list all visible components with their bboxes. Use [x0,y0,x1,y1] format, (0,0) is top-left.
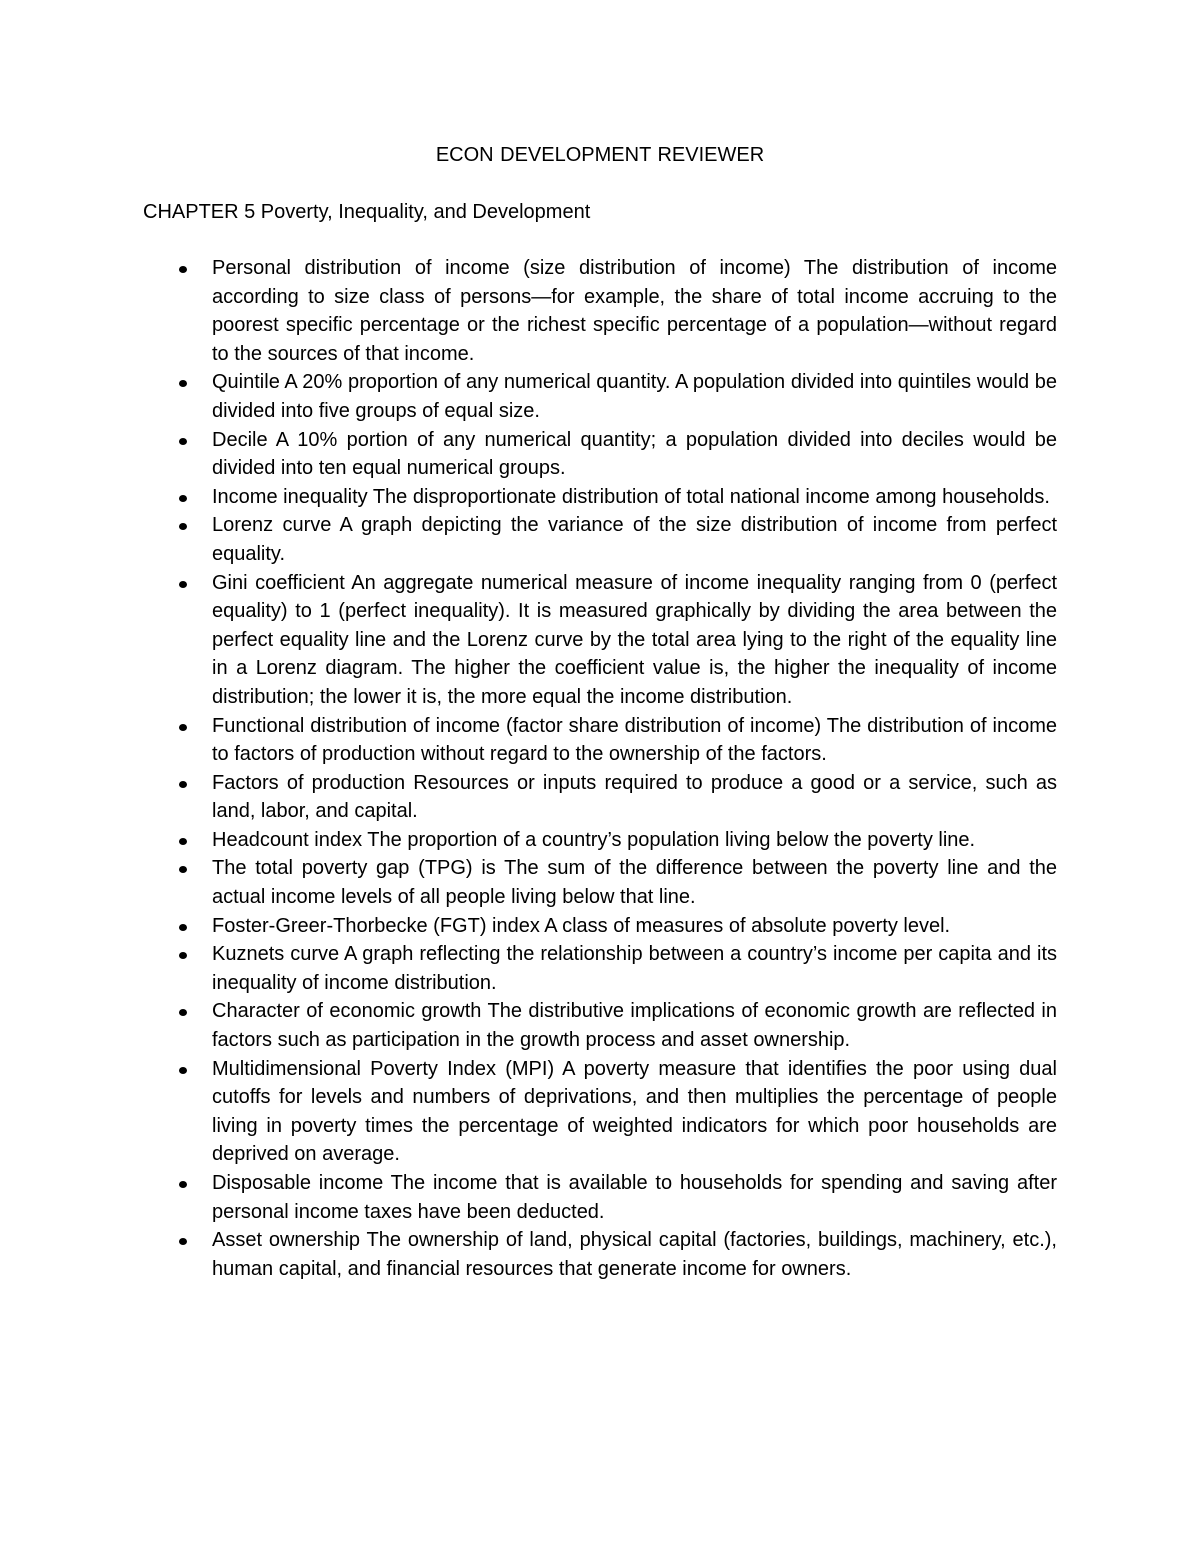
bullet-icon [179,924,187,931]
list-item [212,254,1057,368]
bullet-icon [179,266,187,273]
bullet-icon [179,1009,187,1016]
list-item-text: The total poverty gap (TPG) is The sum of the difference between the poverty line and the actual income levels of all people living below that line. [212,857,1057,909]
bullet-icon [179,1238,187,1245]
list-item [212,511,1057,568]
list-item [212,940,1057,997]
list-item-text: Decile A 10% portion of any numerical quantity; a population divided into deciles would be divided into ten equal numerical groups. [212,428,1057,480]
definition-list [212,254,1057,1283]
document-title: ECON DEVELOPMENT REVIEWER [435,144,765,166]
list-item [212,368,1057,425]
chapter-heading: CHAPTER 5 Poverty, Inequality, and Development [143,201,591,223]
list-item-text: Headcount index The proportion of a country’s population living below the poverty line. [212,828,976,851]
list-item-text: Personal distribution of income (size distribution of income) The distribution of income according to size class of persons—for example, the share of total income accruing to the poorest specific percentage or the richest specific percentage of a population—without regard to the sources of that income. [212,257,1057,365]
bullet-icon [179,866,187,873]
bullet-icon [179,838,187,845]
list-item [212,569,1057,712]
list-item [212,426,1057,483]
bullet-icon [179,581,187,588]
list-item-text: Character of economic growth The distributive implications of economic growth are reflected in factors such as participation in the growth process and asset ownership. [212,1000,1057,1052]
bullet-icon [179,495,187,502]
bullet-icon [179,952,187,959]
list-item-text: Factors of production Resources or inputs required to produce a good or a service, such as land, labor, and capital. [212,771,1057,823]
list-item [212,912,1057,941]
bullet-icon [179,724,187,731]
bullet-icon [179,438,187,445]
list-item [212,854,1057,911]
list-item [212,483,1057,512]
list-item [212,712,1057,769]
list-item [212,826,1057,855]
bullet-icon [179,523,187,530]
list-item-text: Kuznets curve A graph reflecting the relationship between a country’s income per capita and its inequality of income distribution. [212,943,1057,994]
list-item-text: Foster-Greer-Thorbecke (FGT) index A class of measures of absolute poverty level. [212,914,951,937]
list-item [212,1226,1057,1283]
list-item-text: Asset ownership The ownership of land, physical capital (factories, buildings, machinery, etc.), human capital, and financial resources that generate income for owners. [212,1229,1057,1280]
list-item-text: Lorenz curve A graph depicting the variance of the size distribution of income from perfect equality. [212,514,1057,565]
list-item-text: Gini coefficient An aggregate numerical measure of income inequality ranging from 0 (perfect equality) to 1 (perfect inequality). It is measured graphically by dividing the area between the perfect equality line and the Lorenz curve by the total area lying to the right of the equality line in a Lorenz diagram. The higher the coefficient value is, the higher the inequality of income distribution; the lower it is, the more equal the income distribution. [212,571,1057,708]
list-item [212,1055,1057,1169]
bullet-icon [179,380,187,387]
bullet-icon [179,1067,187,1074]
list-item [212,997,1057,1054]
bullet-icon [179,1181,187,1188]
list-item-text: Functional distribution of income (factor share distribution of income) The distribution of income to factors of production without regard to the ownership of the factors. [212,714,1057,766]
list-item-text: Quintile A 20% proportion of any numerical quantity. A population divided into quintiles would be divided into five groups of equal size. [212,371,1057,422]
list-item [212,769,1057,826]
list-item-text: Multidimensional Poverty Index (MPI) A poverty measure that identifies the poor using dual cutoffs for levels and numbers of deprivations, and then multiplies the percentage of people living in poverty times the percentage of weighted indicators for which poor households are deprived on average. [212,1057,1057,1166]
list-item-text: Disposable income The income that is available to households for spending and saving after personal income taxes have been deducted. [212,1172,1057,1223]
bullet-icon [179,781,187,788]
list-item [212,1169,1057,1226]
list-item-text: Income inequality The disproportionate distribution of total national income among households. [212,485,1050,508]
